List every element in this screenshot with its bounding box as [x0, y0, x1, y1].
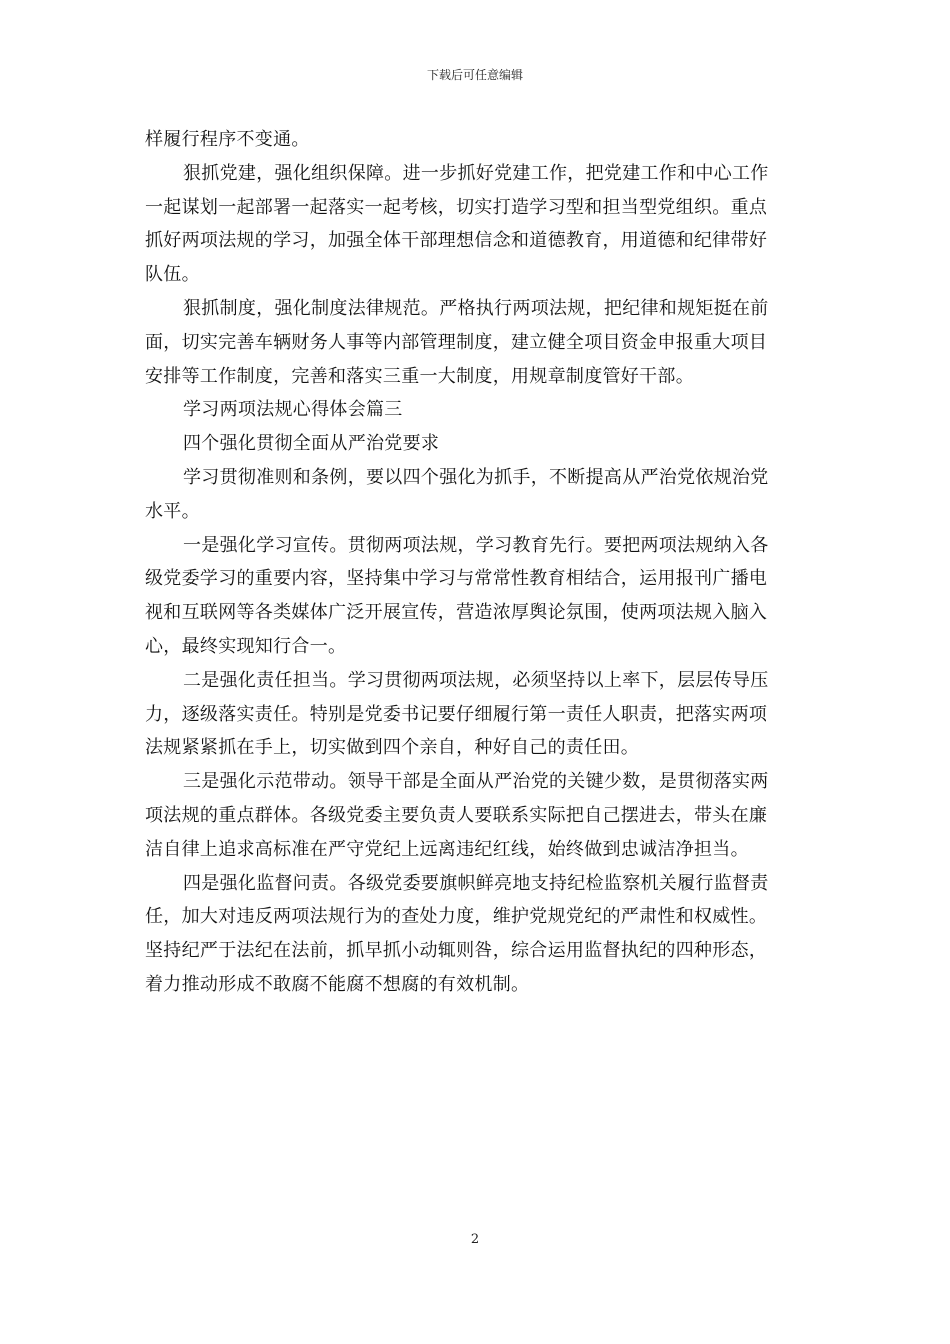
text-line: 着力推动形成不敢腐不能腐不想腐的有效机制。	[145, 973, 530, 995]
text-line: 样履行程序不变通。	[145, 129, 310, 150]
text-line: 学习两项法规心得体会篇三	[183, 399, 403, 421]
text-line: 面，切实完善车辆财务人事等内部管理制度，建立健全项目资金申报重大项目	[145, 331, 768, 353]
text-line: 视和互联网等各类媒体广泛开展宣传，营造浓厚舆论氛围，使两项法规入脑入	[145, 602, 768, 624]
text-line: 四是强化监督问责。各级党委要旗帜鲜亮地支持纪检监察机关履行监督责	[183, 872, 769, 894]
text-line: 队伍。	[145, 264, 200, 286]
text-line: 项法规的重点群体。各级党委主要负责人要联系实际把自己摆进去，带头在廉	[145, 804, 768, 826]
text-line: 法规紧紧抓在手上，切实做到四个亲自，种好自己的责任田。	[145, 737, 640, 759]
text-line: 学习贯彻准则和条例，要以四个强化为抓手，不断提高从严治党依规治党	[183, 466, 769, 488]
text-line: 三是强化示范带动。领导干部是全面从严治党的关键少数，是贯彻落实两	[183, 771, 769, 793]
text-line: 心，最终实现知行合一。	[145, 635, 347, 657]
text-line: 级党委学习的重要内容，坚持集中学习与常常性教育相结合，运用报刊广播电	[145, 568, 768, 590]
text-line: 四个强化贯彻全面从严治党要求	[183, 433, 440, 455]
text-line: 任，加大对违反两项法规行为的查处力度，维护党规党纪的严肃性和权威性。	[145, 906, 768, 928]
text-line: 一起谋划一起部署一起落实一起考核，切实打造学习型和担当型党组织。重点	[145, 196, 768, 218]
text-line: 力，逐级落实责任。特别是党委书记要仔细履行第一责任人职责，把落实两项	[145, 703, 768, 725]
text-line: 坚持纪严于法纪在法前，抓早抓小动辄则咎，综合运用监督执纪的四种形态，	[145, 940, 768, 962]
text-line: 洁自律上追求高标准在严守党纪上远离违纪红线，始终做到忠诚洁净担当。	[145, 838, 749, 860]
text-line: 狠抓党建，强化组织保障。进一步抓好党建工作，把党建工作和中心工作	[183, 162, 769, 184]
text-line: 水平。	[145, 500, 200, 522]
page-number: 2	[470, 1232, 480, 1247]
text-line: 抓好两项法规的学习，加强全体干部理想信念和道德教育，用道德和纪律带好	[145, 230, 768, 252]
text-line: 狠抓制度，强化制度法律规范。严格执行两项法规，把纪律和规矩挺在前	[183, 297, 769, 319]
document-body	[145, 123, 809, 1002]
text-line: 二是强化责任担当。学习贯彻两项法规，必须坚持以上率下，层层传导压	[183, 669, 769, 691]
text-line: 安排等工作制度，完善和落实三重一大制度，用规章制度管好干部。	[145, 365, 694, 387]
page-header: 下载后可任意编辑	[426, 68, 523, 82]
text-line: 一是强化学习宣传。贯彻两项法规，学习教育先行。要把两项法规纳入各	[183, 534, 769, 556]
